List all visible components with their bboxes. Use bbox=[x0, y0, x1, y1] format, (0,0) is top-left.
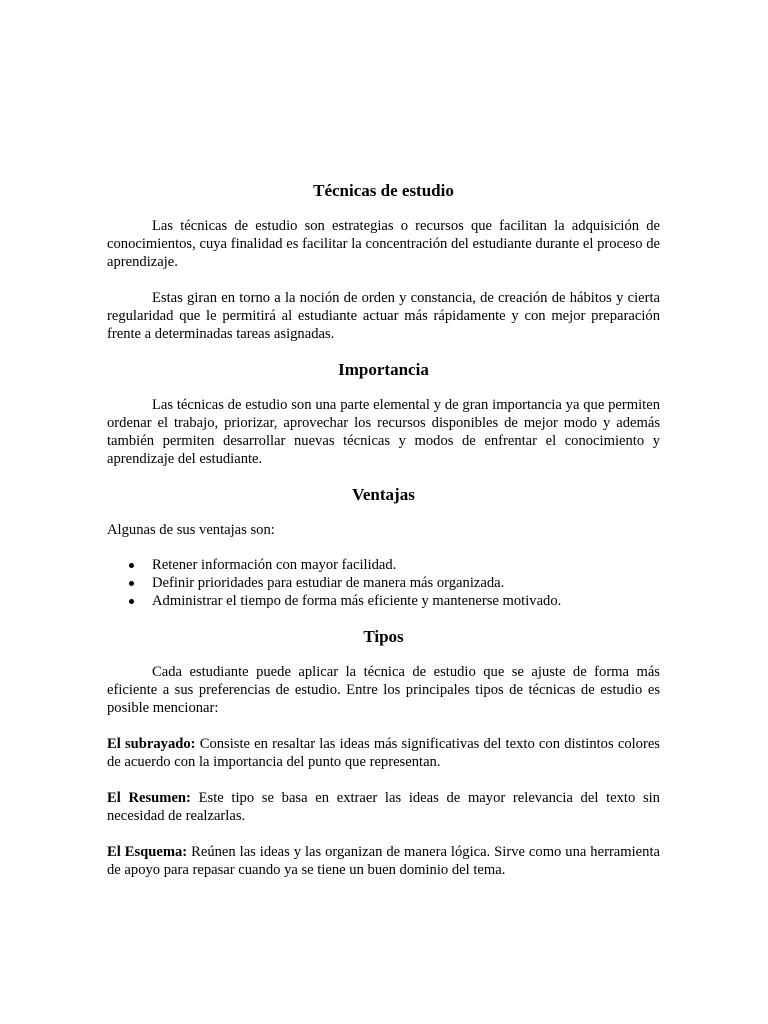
list-item-text: Retener información con mayor facilidad. bbox=[152, 557, 397, 573]
tipo-subrayado bbox=[107, 735, 660, 771]
importancia-paragraph: Las técnicas de estudio son una parte elemental y de gran importancia ya que permiten ordenar el trabajo, priorizar, aprovechar los recursos disponibles de mejor modo y además también permiten desarrollar nuevas técnicas y modos de enfrentar el conocimiento y aprendizaje del estudiante. bbox=[107, 397, 660, 467]
tipo-esquema bbox=[107, 843, 660, 879]
bullet-icon bbox=[129, 581, 134, 586]
tipo-term: El Resumen: bbox=[107, 790, 191, 806]
tipo-resumen bbox=[107, 789, 660, 825]
section-heading-ventajas: Ventajas bbox=[352, 485, 415, 504]
list-item-text: Administrar el tiempo de forma más eficiente y mantenerse motivado. bbox=[152, 593, 562, 609]
document-title: Técnicas de estudio bbox=[313, 181, 454, 200]
list-item bbox=[107, 556, 660, 574]
section-heading-tipos: Tipos bbox=[363, 627, 404, 646]
ventajas-lead: Algunas de sus ventajas son: bbox=[107, 522, 275, 538]
intro-paragraph-1: Las técnicas de estudio son estrategias o recursos que facilitan la adquisición de conocimientos, cuya finalidad es facilitar la concentración del estudiante durante el proceso de aprendizaje. bbox=[107, 218, 660, 270]
tipo-term: El Esquema: bbox=[107, 844, 188, 860]
tipo-description: Este tipo se basa en extraer las ideas de mayor relevancia del texto sin necesidad de realzarlas. bbox=[107, 790, 660, 824]
tipo-description: Reúnen las ideas y las organizan de manera lógica. Sirve como una herramienta de apoyo para repasar cuando ya se tiene un buen dominio del tema. bbox=[107, 844, 660, 878]
tipo-description: Consiste en resaltar las ideas más significativas del texto con distintos colores de acuerdo con la importancia del punto que representan. bbox=[107, 736, 660, 770]
section-heading-importancia: Importancia bbox=[338, 360, 429, 379]
bullet-icon bbox=[129, 599, 134, 604]
tipos-paragraph: Cada estudiante puede aplicar la técnica de estudio que se ajuste de forma más eficiente a sus preferencias de estudio. Entre los principales tipos de técnicas de estudio es posible mencionar: bbox=[107, 664, 660, 716]
list-item-text: Definir prioridades para estudiar de manera más organizada. bbox=[152, 575, 505, 591]
intro-paragraph-2: Estas giran en torno a la noción de orden y constancia, de creación de hábitos y cierta regularidad que le permitirá al estudiante actuar más rápidamente y con mejor preparación frente a determinadas tareas asignadas. bbox=[107, 290, 660, 342]
list-item bbox=[107, 592, 660, 610]
document-page bbox=[107, 180, 660, 879]
bullet-icon bbox=[129, 563, 134, 568]
list-item bbox=[107, 574, 660, 592]
ventajas-list bbox=[107, 556, 660, 610]
tipo-term: El subrayado: bbox=[107, 736, 196, 752]
